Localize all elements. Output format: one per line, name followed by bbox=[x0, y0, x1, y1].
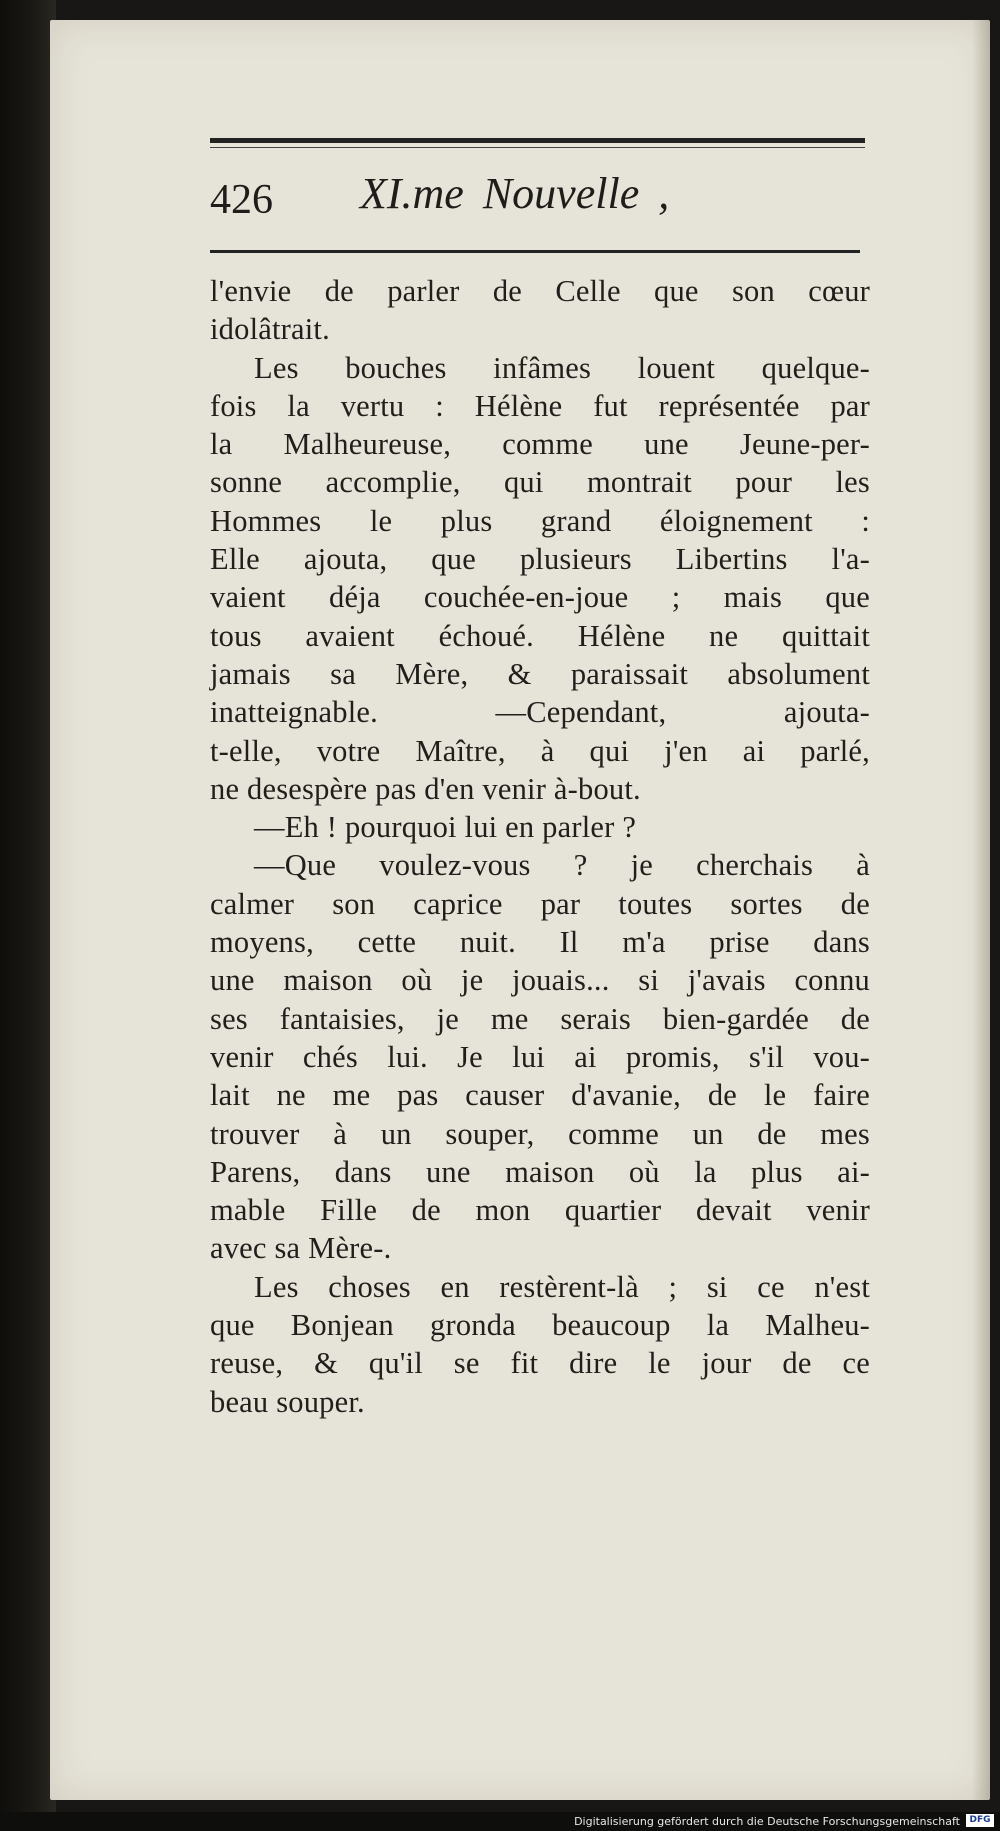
text-line: mable Fille de mon quartier devait venir bbox=[210, 1193, 870, 1228]
text-line: l'envie de parler de Celle que son cœur bbox=[210, 274, 870, 308]
text-line: ne desespère pas d'en venir à-bout. bbox=[210, 771, 641, 806]
text-line: Parens, dans une maison où la plus ai- bbox=[210, 1154, 870, 1189]
header-rule-top bbox=[210, 138, 865, 143]
text-line: tous avaient échoué. Hélène ne quittait bbox=[210, 618, 870, 653]
header-rule-bottom bbox=[210, 250, 860, 253]
body-text bbox=[210, 272, 870, 1421]
text-line: reuse, & qu'il se fit dire le jour de ce bbox=[210, 1346, 870, 1381]
text-line: beau souper. bbox=[210, 1384, 365, 1419]
running-head: XI.me Nouvelle , bbox=[360, 169, 670, 218]
text-line: une maison où je jouais... si j'avais connu bbox=[210, 963, 870, 998]
text-line: Les bouches infâmes louent quelque- bbox=[254, 350, 870, 385]
page-number: 426 bbox=[210, 177, 273, 223]
text-line: fois la vertu : Hélène fut représentée par bbox=[210, 388, 870, 423]
text-line: moyens, cette nuit. Il m'a prise dans bbox=[210, 925, 870, 960]
text-line: venir chés lui. Je lui ai promis, s'il vou- bbox=[210, 1039, 870, 1074]
dfg-logo-icon: DFG bbox=[966, 1814, 994, 1827]
text-line: lait ne me pas causer d'avanie, de le faire bbox=[210, 1078, 870, 1113]
text-line: trouver à un souper, comme un de mes bbox=[210, 1116, 870, 1151]
text-line: vaient déja couchée-en-joue ; mais que bbox=[210, 580, 870, 615]
page-header bbox=[210, 138, 870, 258]
text-line: avec sa Mère-. bbox=[210, 1231, 392, 1266]
text-line: Elle ajouta, que plusieurs Libertins l'a- bbox=[210, 542, 870, 577]
text-line: —Que voulez-vous ? je cherchais à bbox=[254, 848, 870, 883]
text-line: Hommes le plus grand éloignement : bbox=[210, 503, 870, 538]
text-line: jamais sa Mère, & paraissait absolument bbox=[210, 656, 870, 691]
text-line: la Malheureuse, comme une Jeune-per- bbox=[210, 427, 870, 462]
text-line: ses fantaisies, je me serais bien-gardée de bbox=[210, 1001, 870, 1036]
text-line: Les choses en restèrent-là ; si ce n'est bbox=[254, 1269, 870, 1304]
book-spine-edge bbox=[0, 0, 56, 1812]
digitization-credit: Digitalisierung gefördert durch die Deutsche Forschungsgemeinschaft bbox=[574, 1815, 960, 1828]
text-line: t-elle, votre Maître, à qui j'en ai parlé, bbox=[210, 733, 870, 768]
text-line: idolâtrait. bbox=[210, 312, 330, 347]
text-line: calmer son caprice par toutes sortes de bbox=[210, 886, 870, 921]
text-line: sonne accomplie, qui montrait pour les bbox=[210, 465, 870, 500]
header-rule-top-thin bbox=[210, 147, 865, 148]
text-line: que Bonjean gronda beaucoup la Malheu- bbox=[210, 1308, 870, 1343]
text-line: —Eh ! pourquoi lui en parler ? bbox=[254, 810, 637, 845]
text-line: inatteignable. —Cependant, ajouta- bbox=[210, 695, 870, 730]
